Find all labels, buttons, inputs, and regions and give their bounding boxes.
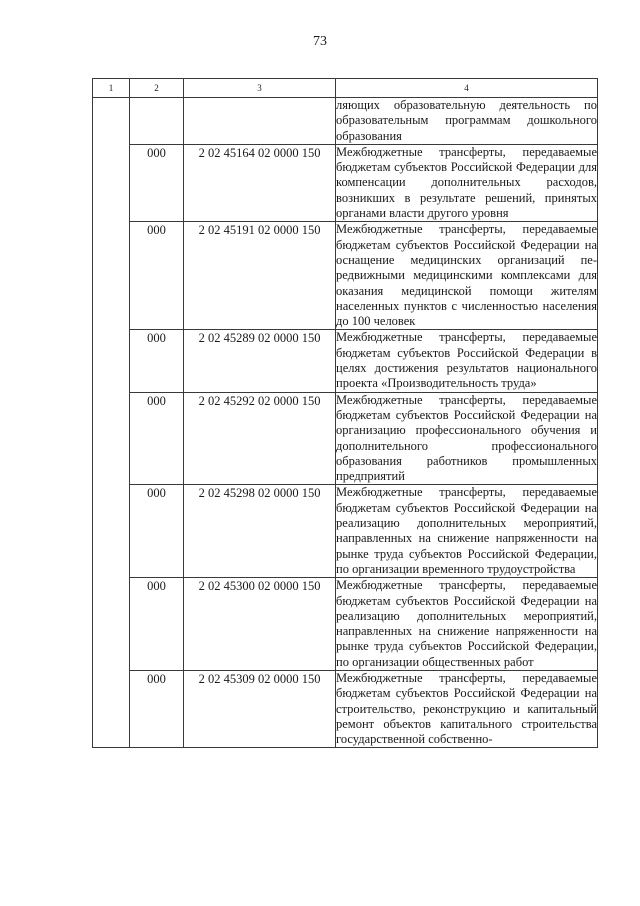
description-cell: Межбюджетные трансферты, передаваемые бюджетам субъектов Российской Федерации на организацию профессионального обучения и дополнительного профессионального образования работников промышленных предприятий <box>336 392 597 484</box>
budget-code-cell: 2 02 45164 02 0000 150 <box>184 144 336 221</box>
description-cell: Межбюджетные трансферты, передаваемые бюджетам субъектов Российской Федерации в целях достижения результатов национального проекта «Производительность труда» <box>336 330 597 391</box>
budget-revenue-table <box>92 78 598 748</box>
budget-code-cell: 2 02 45292 02 0000 150 <box>184 392 336 485</box>
admin-code-cell <box>130 98 184 145</box>
header-col-2: 2 <box>130 79 184 98</box>
table-body <box>93 98 598 748</box>
table-row <box>93 144 598 221</box>
budget-code-cell: 2 02 45289 02 0000 150 <box>184 330 336 392</box>
description-cell: Межбюджетные трансферты, передаваемые бюджетам субъектов Российской Федерации на реализацию дополнительных мероприятий, направленных на снижение напряженности на рынке труда субъектов Российской Федерации, по организации общественных работ <box>336 578 597 669</box>
admin-code-cell: 000 <box>130 578 184 671</box>
table-row <box>93 330 598 392</box>
admin-code-cell: 000 <box>130 392 184 485</box>
page-number: 73 <box>313 34 327 49</box>
admin-code-cell: 000 <box>130 485 184 578</box>
header-col-4: 4 <box>336 79 598 98</box>
budget-code-cell: 2 02 45309 02 0000 150 <box>184 670 336 747</box>
admin-code-cell: 000 <box>130 670 184 747</box>
header-col-1: 1 <box>93 79 130 98</box>
header-col-3: 3 <box>184 79 336 98</box>
description-cell: Межбюджетные трансферты, передаваемые бюджетам субъектов Российской Федерации на строительство, реконструкцию и капитальный ремонт объектов капитального строительства государственной собственно- <box>336 670 597 747</box>
table-row <box>93 578 598 671</box>
budget-code-cell: 2 02 45300 02 0000 150 <box>184 578 336 671</box>
description-cell: Межбюджетные трансферты, передаваемые бюджетам субъектов Российской Федерации для компенсации дополнительных расходов, возникших в результате решений, принятых органами власти другого уровня <box>336 144 597 221</box>
table-row <box>93 485 598 578</box>
table-row <box>93 222 598 330</box>
table-header-row <box>93 79 598 98</box>
admin-code-cell: 000 <box>130 144 184 221</box>
admin-code-cell: 000 <box>130 330 184 392</box>
description-cell: Межбюджетные трансферты, передаваемые бюджетам субъектов Российской Федерации на оснащение медицинских организаций передвижными медицинскими комплексами для оказания медицинской помощи жителям населенных пунктов с численностью населения до 100 человек <box>336 222 597 329</box>
table-row <box>93 98 598 145</box>
merged-first-column-cell <box>93 98 130 748</box>
budget-code-cell: 2 02 45298 02 0000 150 <box>184 485 336 578</box>
table-row <box>93 670 598 747</box>
budget-code-cell: 2 02 45191 02 0000 150 <box>184 222 336 330</box>
budget-code-cell <box>184 98 336 145</box>
description-cell: Межбюджетные трансферты, передаваемые бюджетам субъектов Российской Федерации на реализацию дополнительных мероприятий, направленных на снижение напряженности на рынке труда субъектов Российской Федерации, по организации временного трудоустройства <box>336 485 597 576</box>
admin-code-cell: 000 <box>130 222 184 330</box>
table-row <box>93 392 598 485</box>
description-cell: ляющих образовательную деятельность по образовательным программам дошкольного образования <box>336 98 597 143</box>
table-header <box>93 79 598 98</box>
